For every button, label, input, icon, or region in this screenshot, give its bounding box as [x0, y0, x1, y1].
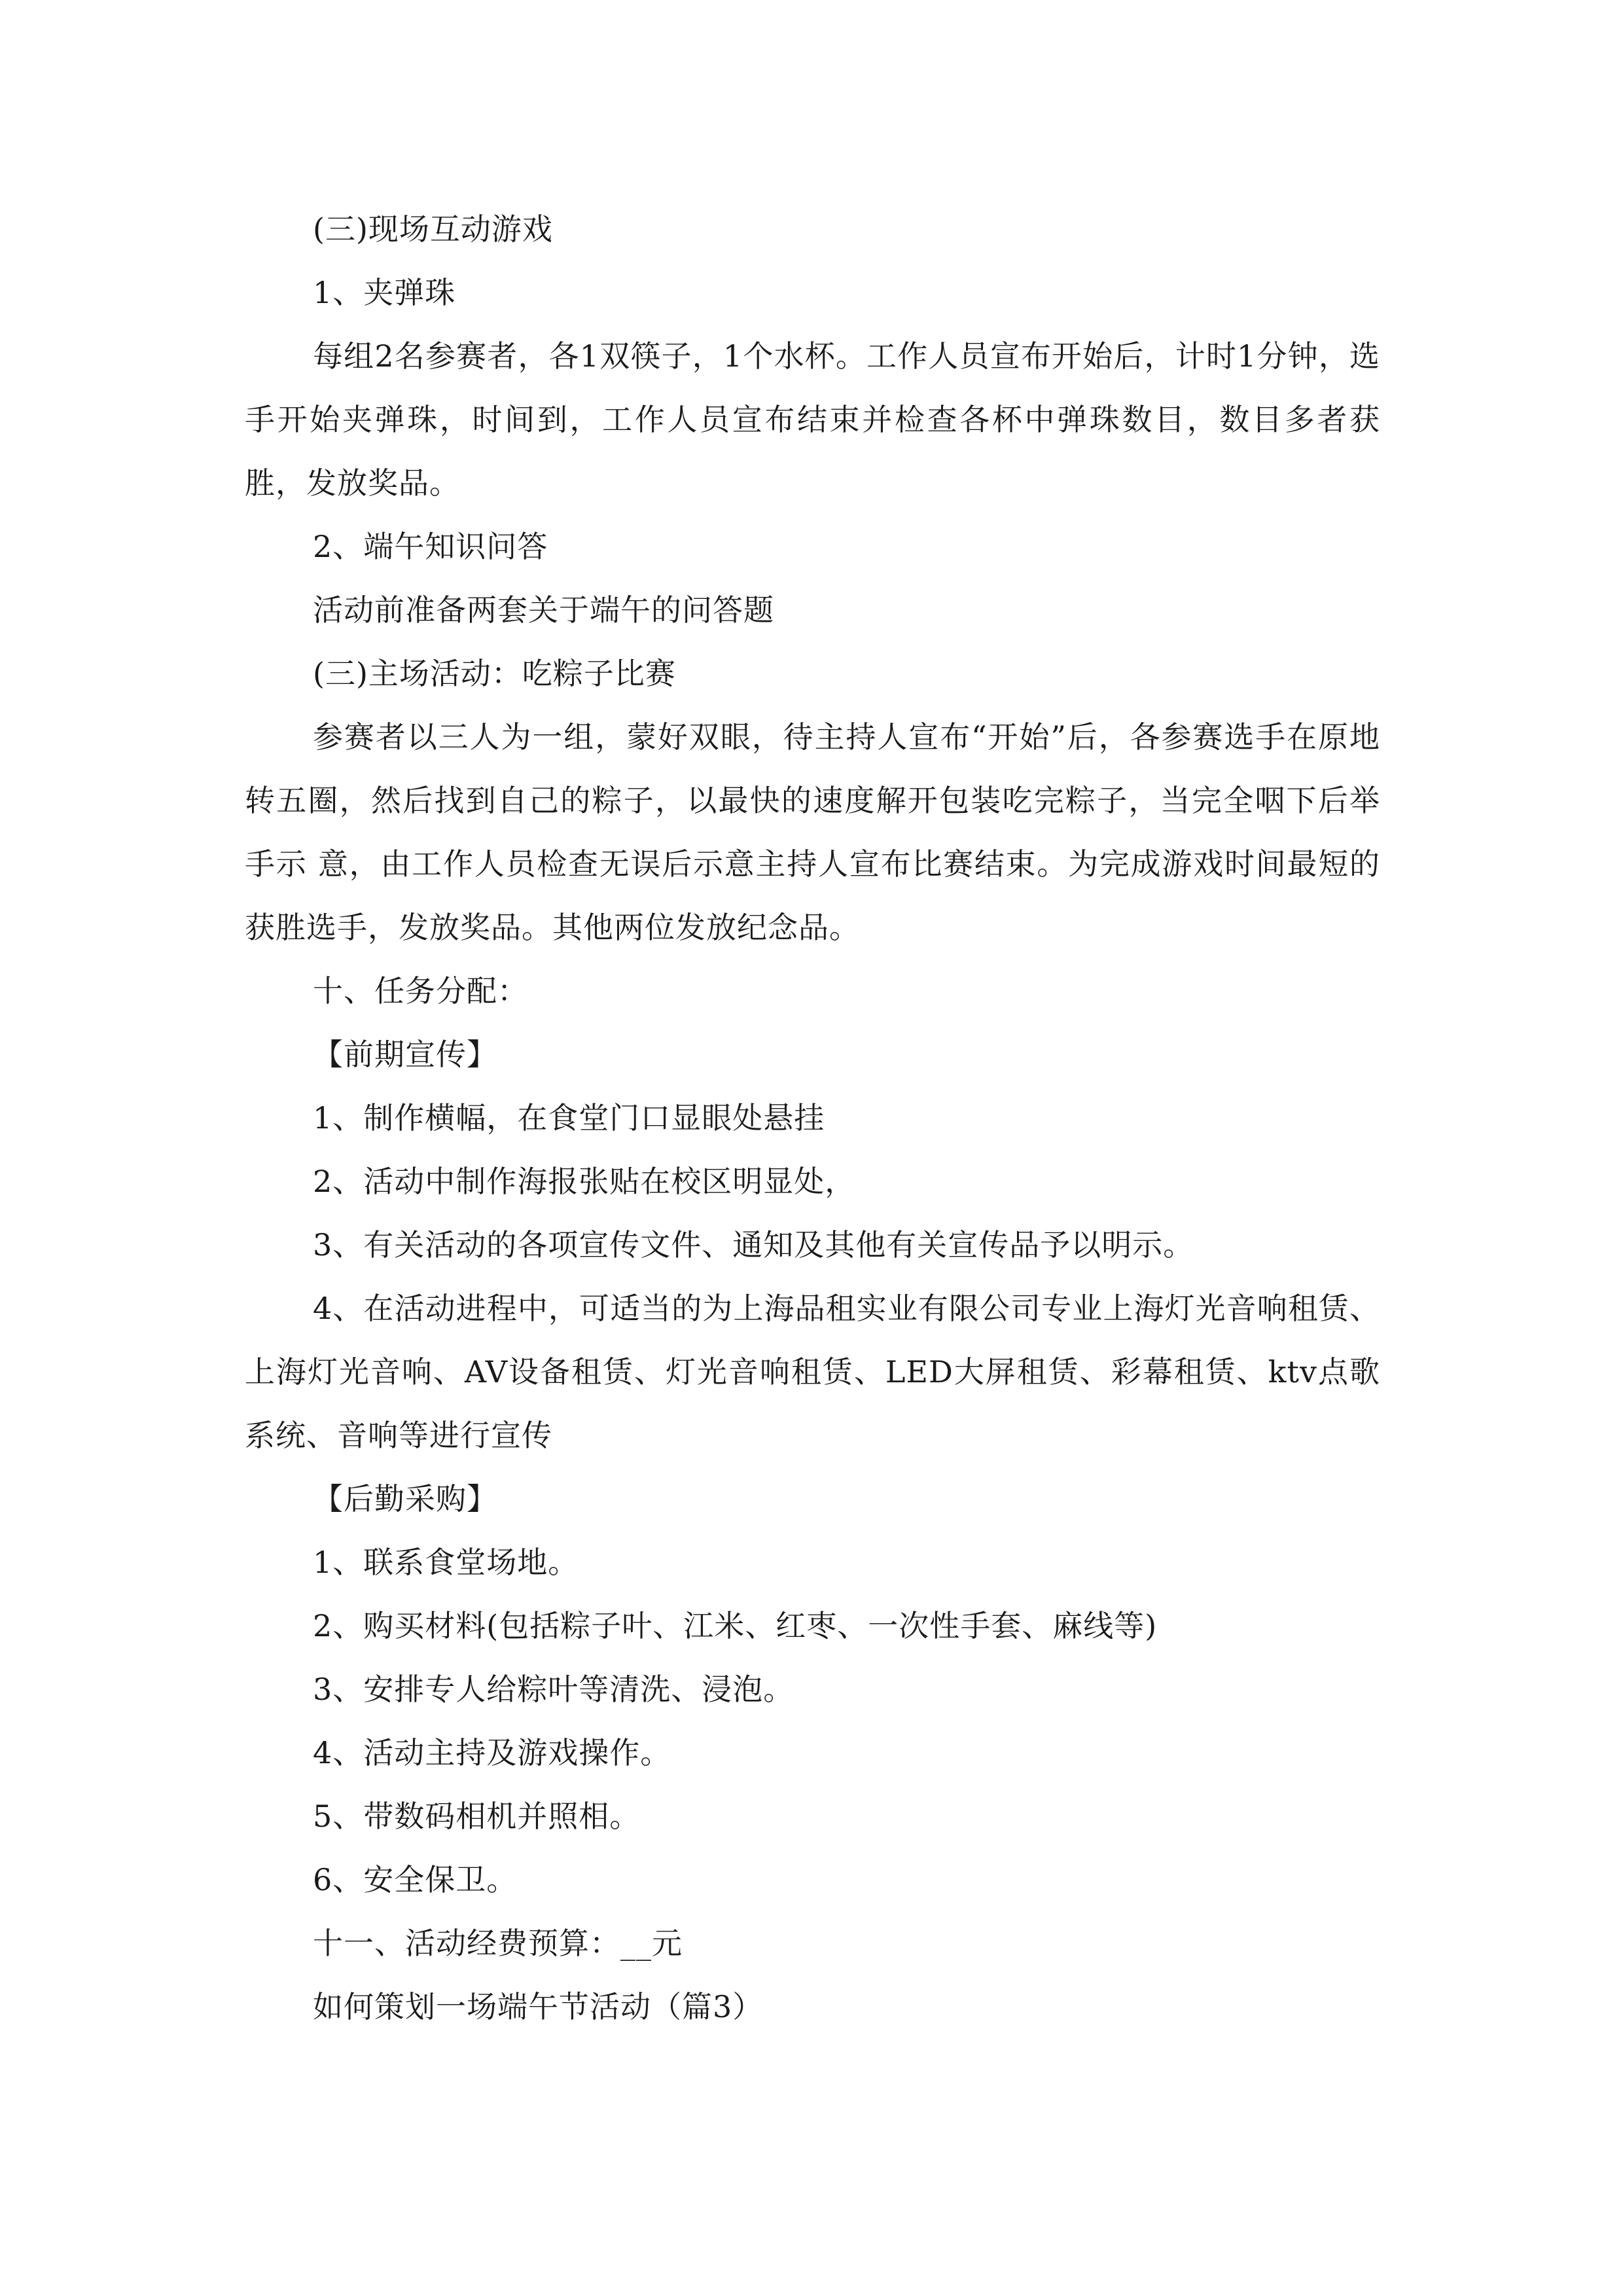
list-item-materials: 2、购买材料(包括粽子叶、江米、红枣、一次性手套、麻线等): [313, 1608, 1158, 1643]
list-item-notices: 3、有关活动的各项宣传文件、通知及其他有关宣传品予以明示。: [313, 1227, 1194, 1263]
section-heading-task-assignment: 十、任务分配：: [313, 973, 528, 1009]
list-item-banner: 1、制作横幅，在食堂门口显眼处悬挂: [313, 1100, 825, 1136]
paragraph-eating-contest-rules: 参赛者以三人为一组，蒙好双眼，待主持人宣布“开始”后，各参赛选手在原地转五圈，然后找到自己的粽子，以最快的速度解开包装吃完粽子，当完全咽下后举手示 意，由工作人员检查无误后示意主持人宣布比赛结束。为完成游戏时间最短的获胜选手，发放奖品。其他两位发放纪念品。: [245, 719, 1380, 945]
list-item-cleaning: 3、安排专人给粽叶等清洗、浸泡。: [313, 1672, 794, 1707]
document-body: [245, 198, 1380, 2039]
item-marble-pinching: 1、夹弹珠: [313, 275, 456, 310]
list-item-security: 6、安全保卫。: [313, 1862, 518, 1897]
list-item-posters: 2、活动中制作海报张贴在校区明显处，: [313, 1164, 856, 1199]
list-item-venue: 1、联系食堂场地。: [313, 1545, 579, 1580]
list-item-camera: 5、带数码相机并照相。: [313, 1799, 641, 1834]
section-heading-interactive-games: (三)现场互动游戏: [313, 211, 553, 247]
subheading-publicity: 【前期宣传】: [313, 1037, 497, 1072]
section-heading-budget: 十一、活动经费预算：__元: [313, 1926, 683, 1961]
subheading-logistics: 【后勤采购】: [313, 1481, 497, 1516]
article-title-part3: 如何策划一场端午节活动（篇3）: [313, 1989, 764, 2024]
list-item-hosting: 4、活动主持及游戏操作。: [313, 1735, 671, 1770]
paragraph-quiz-prep: 活动前准备两套关于端午的问答题: [313, 592, 774, 628]
item-knowledge-quiz: 2、端午知识问答: [313, 529, 548, 564]
paragraph-marble-rules: 每组2名参赛者，各1双筷子，1个水杯。工作人员宣布开始后，计时1分钟，选手开始夹弹珠，时间到，工作人员宣布结束并检查各杯中弹珠数目，数目多者获胜，发放奖品。: [245, 338, 1380, 501]
section-heading-main-event: (三)主场活动：吃粽子比赛: [313, 656, 676, 691]
list-item-promotion: 4、在活动进程中，可适当的为上海品租实业有限公司专业上海灯光音响租赁、上海灯光音响、AV设备租赁、灯光音响租赁、LED大屏租赁、彩幕租赁、ktv点歌系统、音响等进行宣传: [245, 1291, 1380, 1453]
